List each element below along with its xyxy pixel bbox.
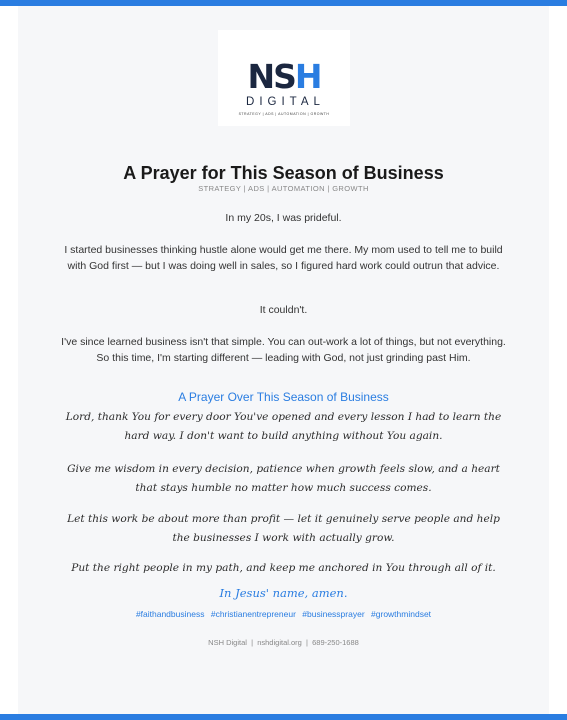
logo-tagline: STRATEGY | ADS | AUTOMATION | GROWTH xyxy=(238,112,330,116)
page-subtitle: STRATEGY | ADS | AUTOMATION | GROWTH xyxy=(198,184,369,193)
bottom-accent-bar xyxy=(0,714,567,720)
hashtag-link[interactable]: #christianentrepreneur xyxy=(210,609,296,619)
intro-paragraph: I started businesses thinking hustle alone would get me there. My mom used to tell me to build with God first — but I was doing well in sales, so I figured hard work could outrun that advice. xyxy=(64,244,503,272)
hashtag-list xyxy=(18,608,549,620)
logo-wordmark: DIGITAL xyxy=(246,96,325,108)
hashtag-link[interactable]: #faithandbusiness xyxy=(135,609,205,619)
page-footer: NSH Digital | nshdigital.org | 689-250-1688 xyxy=(208,638,359,647)
hashtag-link[interactable]: #growthmindset xyxy=(371,609,432,619)
logo-monogram-h: H xyxy=(294,57,321,96)
intro-paragraph: I've since learned business isn't that simple. You can out-work a lot of things, but not everything. So this time, I'm starting different — leading with God, not just grinding past Him. xyxy=(61,336,506,364)
intro-paragraph: It couldn't. xyxy=(259,304,308,316)
prayer-paragraph: Let this work be about more than profit — let it genuinely serve people and help the businesses I work with actually grow. xyxy=(67,513,500,544)
prayer-heading: A Prayer Over This Season of Business xyxy=(178,390,389,404)
prayer-paragraph: Put the right people in my path, and keep me anchored in You through all of it. xyxy=(71,562,496,574)
page-title: A Prayer for This Season of Business xyxy=(123,163,444,183)
document-page xyxy=(18,6,549,714)
company-logo xyxy=(218,30,350,126)
prayer-paragraph: Give me wisdom in every decision, patience when growth feels slow, and a heart that stays humble no matter how much success comes. xyxy=(67,463,500,494)
prayer-closing: In Jesus' name, amen. xyxy=(219,586,348,600)
logo-monogram xyxy=(218,57,350,96)
intro-paragraph: In my 20s, I was prideful. xyxy=(225,212,342,224)
hashtag-link[interactable]: #businessprayer xyxy=(302,609,365,619)
logo-monogram-ns: NS xyxy=(247,57,295,96)
prayer-paragraph: Lord, thank You for every door You've opened and every lesson I had to learn the hard way. I don't want to build anything without You again. xyxy=(65,411,502,442)
